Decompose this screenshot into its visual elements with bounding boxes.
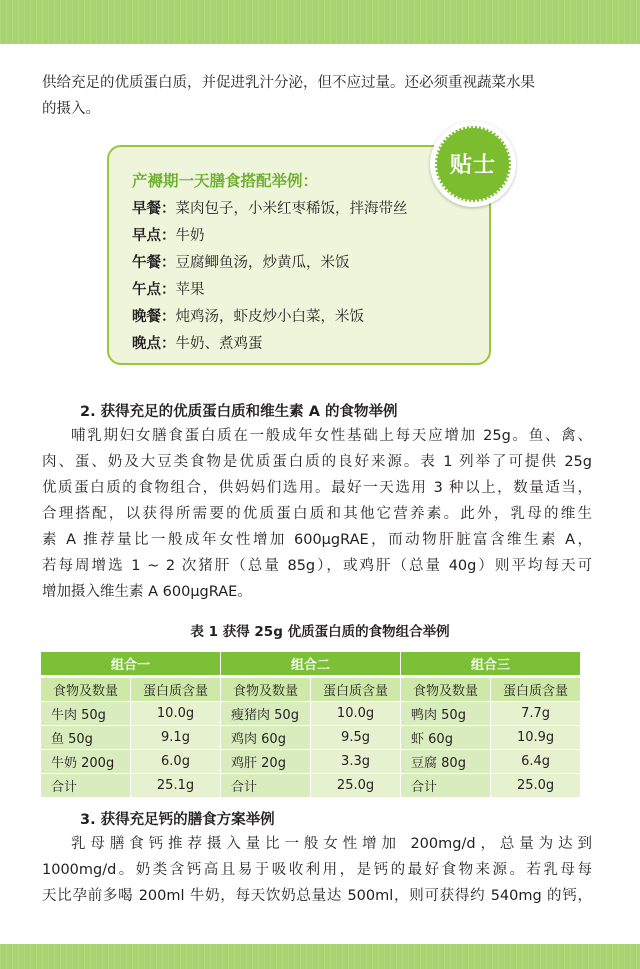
- intro-line: 供给充足的优质蛋白质，并促进乳汁分泌，但不应过量。还必须重视蔬菜水果: [42, 75, 535, 91]
- meal-row: [132, 251, 350, 272]
- tip-title: 产褥期一天膳食搭配举例：: [132, 172, 319, 190]
- meal-food: 牛奶: [175, 228, 205, 244]
- table-cell: 豆腐 80g: [401, 750, 491, 774]
- meal-food: 豆腐鲫鱼汤，炒黄瓜，米饭: [175, 255, 350, 271]
- badge-label: 贴士: [449, 153, 496, 178]
- section3-line: 乳母膳食钙推荐摄入量比一般女性增加 200mg/d，总量为达到: [71, 836, 592, 852]
- table-cell: 3.3g: [311, 750, 401, 774]
- meal-food: 牛奶、煮鸡蛋: [175, 336, 263, 352]
- meal-food: 苹果: [175, 282, 205, 298]
- table-cell: 10.0g: [131, 702, 221, 726]
- intro-paragraph: [42, 70, 592, 122]
- section3-paragraph: [42, 831, 592, 909]
- meal-row: [132, 224, 205, 245]
- table-cell: 牛奶 200g: [41, 750, 131, 774]
- section2-line: 合理搭配，以获得所需要的优质蛋白质和其他它营养素。此外，乳母的维生: [42, 506, 592, 522]
- section3-line: 天比孕前多喝 200ml 牛奶，每天饮奶总量达 500ml，则可获得约 540mg 的钙，: [42, 888, 592, 904]
- table-cell: 合计: [41, 774, 131, 798]
- table-cell: 25.1g: [131, 774, 221, 798]
- bottom-decorative-bar: [0, 944, 640, 969]
- table-cell: 10.0g: [311, 702, 401, 726]
- table-cell: 鸡肝 20g: [221, 750, 311, 774]
- table-cell: 9.5g: [311, 726, 401, 750]
- table-cell: 合计: [221, 774, 311, 798]
- section2-line: 素 A 推荐量比一般成年女性增加 600μgRAE，而动物肝脏富含维生素 A，: [42, 532, 592, 548]
- table-cell: 鸭肉 50g: [401, 702, 491, 726]
- meal-row: [132, 332, 263, 353]
- section2-paragraph: [42, 423, 592, 605]
- table-cell: 6.4g: [491, 750, 581, 774]
- table-cell: 9.1g: [131, 726, 221, 750]
- meal-name: 晚餐：: [132, 309, 176, 325]
- meal-name: 早点：: [132, 228, 176, 244]
- meal-food: 菜肉包子，小米红枣稀饭，拌海带丝: [175, 201, 408, 217]
- group-header: 组合二: [221, 652, 401, 677]
- table-cell: 25.0g: [491, 774, 581, 798]
- table-cell: 虾 60g: [401, 726, 491, 750]
- section3-line: 1000mg/d。奶类含钙高且易于吸收利用，是钙的最好食物来源。若乳母每: [42, 862, 592, 878]
- table-cell: 牛肉 50g: [41, 702, 131, 726]
- table-cell: 10.9g: [491, 726, 581, 750]
- section2-heading: 2. 获得充足的优质蛋白质和维生素 A 的食物举例: [80, 404, 398, 420]
- column-header: 食物及数量: [401, 677, 491, 702]
- intro-line: 的摄入。: [42, 101, 100, 117]
- column-header: 蛋白质含量: [311, 677, 401, 702]
- meal-food: 炖鸡汤，虾皮炒小白菜，米饭: [175, 309, 364, 325]
- table-title: 表 1 获得 25g 优质蛋白质的食物组合举例: [190, 624, 450, 640]
- meal-name: 晚点：: [132, 336, 176, 352]
- table-row: [41, 702, 581, 726]
- section2-line: 优质蛋白质的食物组合，供妈妈们选用。最好一天选用 3 种以上，数量适当，: [42, 480, 592, 496]
- meal-name: 早餐：: [132, 201, 176, 217]
- section2-line: 若每周增选 1 ~ 2 次猪肝（总量 85g），或鸡肝（总量 40g）则平均每天可: [42, 558, 592, 574]
- table-total-row: [41, 774, 581, 798]
- table-cell: 7.7g: [491, 702, 581, 726]
- section2-line: 哺乳期妇女膳食蛋白质在一般成年女性基础上每天应增加 25g。鱼、禽、: [71, 428, 592, 444]
- section3-heading: 3. 获得充足钙的膳食方案举例: [80, 812, 275, 828]
- group-header: 组合一: [41, 652, 221, 677]
- table-row: [41, 750, 581, 774]
- meal-name: 午餐：: [132, 255, 176, 271]
- table-row: [41, 726, 581, 750]
- meal-name: 午点：: [132, 282, 176, 298]
- section2-line: 增加摄入维生素 A 600μgRAE。: [42, 584, 252, 600]
- table-cell: 合计: [401, 774, 491, 798]
- meal-row: [132, 197, 408, 218]
- group-header: 组合三: [401, 652, 581, 677]
- meal-row: [132, 278, 205, 299]
- meal-row: [132, 305, 364, 326]
- column-header: 食物及数量: [41, 677, 131, 702]
- table-cell: 鸡肉 60g: [221, 726, 311, 750]
- protein-table: [40, 651, 581, 798]
- top-decorative-bar: [0, 0, 640, 44]
- table-cell: 鱼 50g: [41, 726, 131, 750]
- section2-line: 肉、蛋、奶及大豆类食物是优质蛋白质的良好来源。表 1 列举了可提供 25g: [42, 454, 592, 470]
- tip-badge: [430, 121, 516, 207]
- column-header: 蛋白质含量: [131, 677, 221, 702]
- table-cell: 25.0g: [311, 774, 401, 798]
- column-header: 蛋白质含量: [491, 677, 581, 702]
- column-header: 食物及数量: [221, 677, 311, 702]
- table-cell: 6.0g: [131, 750, 221, 774]
- table-cell: 瘦猪肉 50g: [221, 702, 311, 726]
